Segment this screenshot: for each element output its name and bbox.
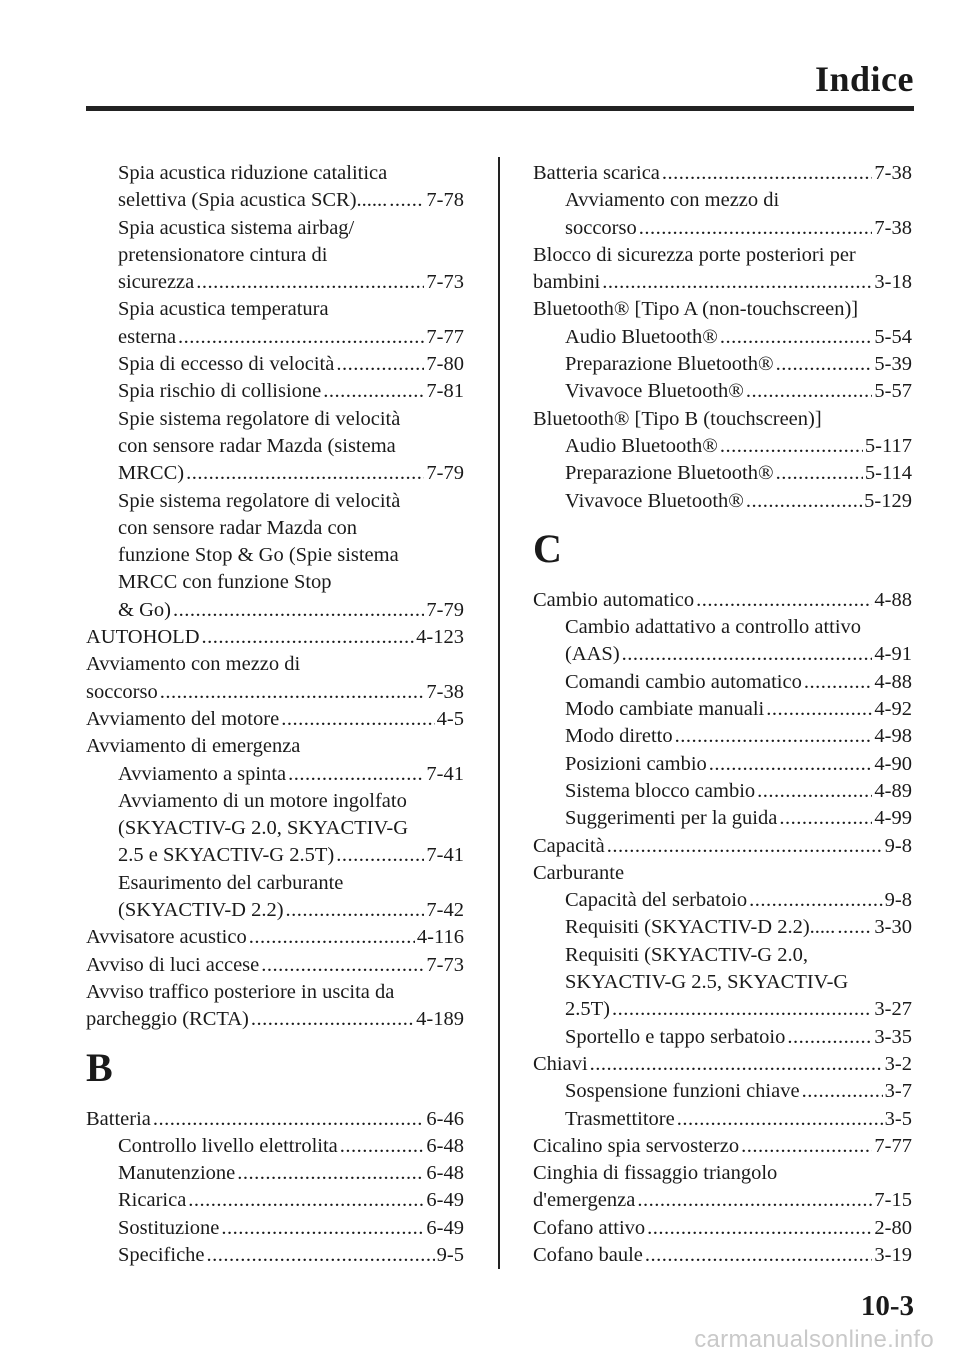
entry-text: Audio Bluetooth®: [565, 325, 718, 348]
index-entry: [533, 833, 912, 860]
index-entry: [533, 914, 912, 941]
dot-leader: [251, 1006, 414, 1033]
dot-leader: [696, 587, 872, 614]
dot-leader: [741, 1133, 872, 1160]
dot-leader: [602, 269, 872, 296]
entry-page: 9-8: [884, 889, 912, 912]
entry-text: & Go): [118, 598, 171, 621]
index-entry: [86, 488, 464, 624]
entry-page: 4-88: [874, 588, 912, 611]
entry-page: 4-5: [436, 707, 464, 730]
dot-leader: [746, 378, 873, 405]
dot-leader: [709, 751, 873, 778]
entry-page: 6-49: [426, 1189, 464, 1212]
index-column-left: [86, 160, 464, 1269]
entry-text: AUTOHOLD: [86, 626, 200, 649]
dot-leader: [787, 1024, 872, 1051]
index-entry: [533, 887, 912, 914]
dot-leader: [188, 1187, 424, 1214]
index-entry: [86, 1160, 464, 1187]
entry-text: Avviamento di emergenza: [86, 735, 301, 758]
index-entry: [533, 378, 912, 405]
entry-page: 4-189: [416, 1008, 464, 1031]
index-entry: [86, 924, 464, 951]
entry-page: 3-19: [874, 1243, 912, 1266]
entry-page: 7-38: [426, 680, 464, 703]
index-entry: [533, 324, 912, 351]
index-entry: [533, 242, 912, 297]
entry-page: 5-54: [874, 325, 912, 348]
entry-text: Requisiti (SKYACTIV-G 2.0, SKYACTIV-G 2.5, SKYACTIV-G: [565, 943, 849, 994]
entry-text: Ricarica: [118, 1189, 187, 1212]
entry-text: Manutenzione: [118, 1162, 236, 1185]
dot-leader: [622, 641, 873, 668]
dot-leader: [237, 1160, 424, 1187]
index-entry: [86, 406, 464, 488]
entry-page: 9-5: [436, 1243, 464, 1266]
entry-page: 7-79: [426, 598, 464, 621]
dot-leader: [336, 351, 424, 378]
entry-page: 3-30: [874, 916, 912, 939]
index-entry: [533, 1051, 912, 1078]
entry-text: Capacità: [533, 834, 605, 857]
entry-text: esterna: [118, 325, 177, 348]
index-entry: [533, 1024, 912, 1051]
index-entry: [533, 460, 912, 487]
entry-page: 6-48: [426, 1134, 464, 1157]
entry-text: Specifiche: [118, 1243, 205, 1266]
entry-text: Posizioni cambio: [565, 752, 707, 775]
entry-text: Sistema blocco cambio: [565, 779, 756, 802]
entry-page: 7-73: [426, 271, 464, 294]
entry-page: 7-41: [426, 762, 464, 785]
dot-leader: [186, 460, 424, 487]
entry-text: Controllo livello elettrolita: [118, 1134, 338, 1157]
index-entry: [533, 860, 912, 887]
entry-text: Batteria: [86, 1107, 151, 1130]
dot-leader: [749, 887, 883, 914]
index-entry: [533, 160, 912, 187]
index-column-right: [533, 160, 912, 1269]
entry-page: 3-7: [884, 1080, 912, 1103]
index-entry: [86, 624, 464, 651]
index-entry: [86, 733, 464, 760]
index-entry: [86, 788, 464, 870]
index-entry: [86, 651, 464, 706]
entry-text: Batteria scarica: [533, 162, 660, 184]
entry-text: Avviamento con mezzo di: [86, 653, 301, 676]
dot-leader: [286, 897, 425, 924]
index-entry: [533, 614, 912, 669]
entry-text: (AAS): [565, 643, 620, 666]
entry-page: 3-18: [874, 271, 912, 294]
entry-page: 6-49: [426, 1216, 464, 1239]
entry-page: 4-98: [874, 725, 912, 748]
entry-text: Chiavi: [533, 1052, 588, 1075]
entry-text: Avviamento di un motore ingolfato (SKYACTIV-G 2.0, SKYACTIV-G: [118, 789, 409, 840]
entry-page: 7-80: [426, 353, 464, 376]
entry-text: Preparazione Bluetooth®: [565, 462, 774, 485]
dot-leader: [153, 1106, 425, 1133]
index-entry: [86, 1133, 464, 1160]
entry-text: Avvisatore acustico: [86, 926, 247, 949]
index-entry: [533, 723, 912, 750]
entry-text: Spia acustica sistema airbag/ pretensionatore cintura di: [118, 216, 355, 266]
entry-text: Trasmettitore: [565, 1107, 675, 1130]
dot-leader: [776, 351, 873, 378]
entry-page: 3-27: [874, 998, 912, 1021]
entry-page: 7-73: [426, 953, 464, 976]
index-entry: [533, 406, 912, 433]
dot-leader: [766, 696, 872, 723]
dot-leader: [173, 597, 424, 624]
entry-text: Suggerimenti per la guida: [565, 807, 778, 830]
index-entry: [533, 587, 912, 614]
entry-page: 7-38: [874, 162, 912, 184]
index-entry: [533, 778, 912, 805]
entry-text: Spia acustica riduzione catalitica: [118, 162, 388, 184]
entry-page: 7-41: [426, 844, 464, 867]
index-entry: [533, 488, 912, 515]
dot-leader: [837, 914, 872, 941]
entry-text: Sostituzione: [118, 1216, 220, 1239]
section-letter: C: [533, 525, 562, 571]
entry-page: 5-57: [874, 380, 912, 403]
entry-page: 3-35: [874, 1025, 912, 1048]
entry-text: parcheggio (RCTA): [86, 1008, 249, 1031]
dot-leader: [207, 1242, 435, 1269]
entry-text: Preparazione Bluetooth®: [565, 353, 774, 376]
index-entry: [86, 160, 464, 215]
entry-page: 7-38: [874, 216, 912, 239]
entry-text: Sospensione funzioni chiave: [565, 1080, 800, 1103]
index-entry: [86, 870, 464, 925]
entry-page: 6-48: [426, 1162, 464, 1185]
index-entry: [533, 296, 912, 323]
page-title: Indice: [814, 59, 914, 99]
index-entry: [86, 378, 464, 405]
dot-leader: [196, 269, 424, 296]
dot-leader: [779, 805, 872, 832]
dot-leader: [607, 833, 883, 860]
entry-page: 7-77: [426, 325, 464, 348]
entry-text: Vivavoce Bluetooth®: [565, 380, 744, 403]
dot-leader: [720, 324, 873, 351]
entry-text: sicurezza: [118, 271, 195, 294]
entry-text: 2.5 e SKYACTIV-G 2.5T): [118, 844, 335, 867]
watermark: carmanualsonline.info: [694, 1326, 934, 1353]
entry-text: bambini: [533, 271, 601, 294]
dot-leader: [675, 723, 873, 750]
entry-text: Cambio adattativo a controllo attivo: [565, 616, 862, 639]
entry-text: Avviamento a spinta: [118, 762, 287, 785]
index-entry: [86, 761, 464, 788]
dot-leader: [340, 1133, 425, 1160]
dot-leader: [746, 488, 862, 515]
entry-text: MRCC): [118, 462, 185, 485]
dot-leader: [802, 1078, 883, 1105]
entry-page: 7-15: [874, 1189, 912, 1212]
entry-text: Cambio automatico: [533, 588, 695, 611]
entry-page: 4-123: [416, 626, 464, 649]
entry-text: Spie sistema regolatore di velocità con sensore radar Mazda con funzione Stop & Go (Spie sistema MRCC con funzione Stop: [118, 489, 401, 594]
entry-page: 7-77: [874, 1134, 912, 1157]
entry-page: 4-88: [874, 670, 912, 693]
entry-text: Comandi cambio automatico: [565, 670, 802, 693]
index-entry: [533, 1133, 912, 1160]
dot-leader: [288, 761, 424, 788]
entry-text: Avviamento con mezzo di: [565, 189, 780, 212]
index-entry: [86, 296, 464, 351]
entry-text: Avviamento del motore: [86, 707, 280, 730]
dot-leader: [590, 1051, 883, 1078]
entry-text: Spie sistema regolatore di velocità con sensore radar Mazda (sistema: [118, 407, 401, 457]
entry-text: Cicalino spia servosterzo: [533, 1134, 740, 1157]
entry-page: 4-90: [874, 752, 912, 775]
entry-page: 6-46: [426, 1107, 464, 1130]
entry-page: 3-5: [884, 1107, 912, 1130]
entry-text: Cofano baule: [533, 1243, 643, 1266]
index-entry: [533, 1242, 912, 1269]
index-entry: [86, 1106, 464, 1133]
column-divider: [498, 157, 500, 1269]
entry-text: Audio Bluetooth®: [565, 434, 718, 457]
index-entry: [533, 187, 912, 242]
index-entry: [86, 706, 464, 733]
entry-text: Spia acustica temperatura: [118, 298, 329, 321]
index-entry: [86, 1242, 464, 1269]
entry-page: 2-80: [874, 1216, 912, 1239]
entry-page: 5-117: [864, 434, 912, 457]
entry-page: 4-92: [874, 698, 912, 721]
index-entry: [86, 1187, 464, 1214]
entry-text: soccorso: [86, 680, 158, 703]
dot-leader: [202, 624, 415, 651]
entry-text: selettiva (Spia acustica SCR)......: [118, 189, 388, 212]
entry-page: 4-116: [416, 926, 464, 949]
index-entry: [86, 351, 464, 378]
index-entry: [86, 952, 464, 979]
entry-text: (SKYACTIV-D 2.2): [118, 899, 284, 922]
dot-leader: [757, 778, 872, 805]
index-entry: [533, 1106, 912, 1133]
index-entry: [533, 1078, 912, 1105]
entry-text: Cofano attivo: [533, 1216, 646, 1239]
entry-page: 7-78: [426, 189, 464, 212]
entry-page: 5-114: [864, 462, 912, 485]
dot-leader: [389, 187, 424, 214]
index-entry: [86, 215, 464, 297]
entry-page: 3-2: [884, 1052, 912, 1075]
entry-page: 4-99: [874, 807, 912, 830]
index-entry: [533, 669, 912, 696]
entry-text: Esaurimento del carburante: [118, 871, 344, 894]
dot-leader: [776, 460, 863, 487]
dot-leader: [647, 1215, 872, 1242]
index-entry: [533, 351, 912, 378]
header-rule: [86, 106, 914, 111]
index-entry: [86, 1215, 464, 1242]
index-entry: [533, 942, 912, 1024]
dot-leader: [249, 924, 415, 951]
dot-leader: [662, 160, 873, 187]
entry-text: Spia rischio di collisione: [118, 380, 322, 403]
index-entry: [86, 979, 464, 1034]
dot-leader: [639, 215, 873, 242]
entry-text: Modo cambiate manuali: [565, 698, 765, 721]
entry-text: Avviso di luci accese: [86, 953, 260, 976]
dot-leader: [336, 842, 424, 869]
entry-page: 7-42: [426, 899, 464, 922]
entry-text: Carburante: [533, 861, 625, 884]
dot-leader: [637, 1187, 872, 1214]
dot-leader: [160, 679, 425, 706]
dot-leader: [261, 952, 424, 979]
entry-page: 7-81: [426, 380, 464, 403]
entry-text: Blocco di sicurezza porte posteriori per: [533, 243, 856, 266]
entry-text: Sportello e tappo serbatoio: [565, 1025, 786, 1048]
dot-leader: [804, 669, 873, 696]
entry-text: 2.5T): [565, 998, 610, 1021]
entry-page: 4-89: [874, 779, 912, 802]
index-entry: [533, 751, 912, 778]
entry-text: Avviso traffico posteriore in uscita da: [86, 980, 395, 1003]
page-number: 10-3: [860, 1290, 914, 1322]
section-letter: B: [86, 1044, 113, 1090]
index-entry: [533, 1160, 912, 1215]
dot-leader: [612, 996, 872, 1023]
entry-text: Vivavoce Bluetooth®: [565, 489, 744, 512]
index-entry: [533, 805, 912, 832]
entry-text: Bluetooth® [Tipo A (non-touchscreen)]: [533, 298, 859, 321]
entry-text: Bluetooth® [Tipo B (touchscreen)]: [533, 407, 822, 430]
entry-text: d'emergenza: [533, 1189, 636, 1212]
entry-page: 5-39: [874, 353, 912, 376]
index-entry: [533, 1215, 912, 1242]
entry-text: soccorso: [565, 216, 637, 239]
entry-text: Spia di eccesso di velocità: [118, 353, 335, 376]
entry-page: 7-79: [426, 462, 464, 485]
entry-page: 9-8: [884, 834, 912, 857]
entry-text: Capacità del serbatoio: [565, 889, 748, 912]
dot-leader: [677, 1106, 883, 1133]
dot-leader: [281, 706, 434, 733]
entry-text: Modo diretto: [565, 725, 673, 748]
entry-page: 5-129: [864, 489, 912, 512]
dot-leader: [221, 1215, 424, 1242]
dot-leader: [323, 378, 424, 405]
entry-text: Cinghia di fissaggio triangolo: [533, 1162, 778, 1185]
index-entry: [533, 433, 912, 460]
dot-leader: [645, 1242, 873, 1269]
dot-leader: [720, 433, 863, 460]
entry-text: Requisiti (SKYACTIV-D 2.2).....: [565, 916, 836, 939]
dot-leader: [178, 324, 424, 351]
entry-page: 4-91: [874, 643, 912, 666]
index-entry: [533, 696, 912, 723]
